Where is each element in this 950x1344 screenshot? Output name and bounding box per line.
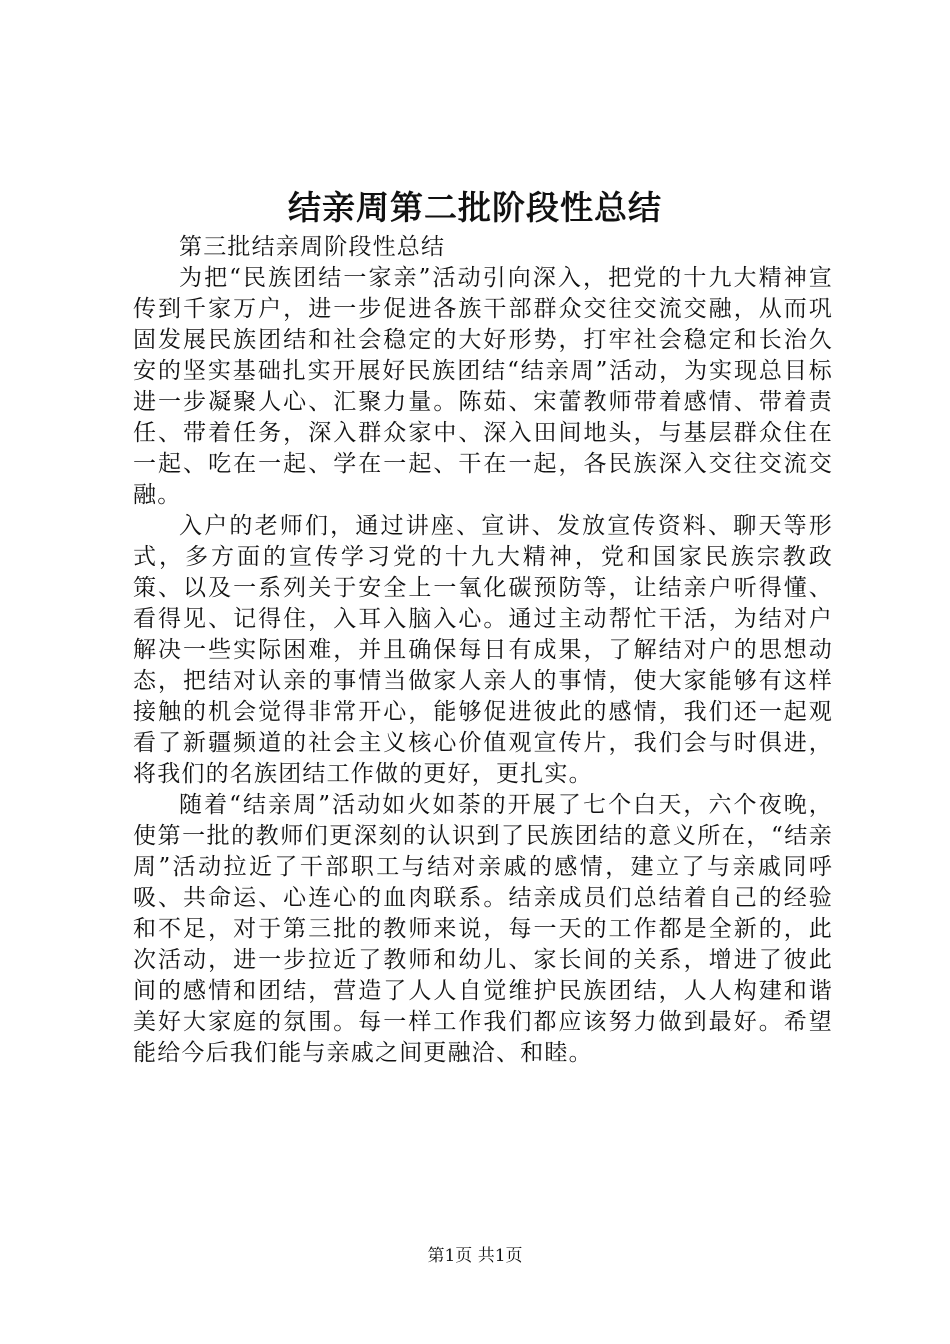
document-subtitle: 第三批结亲周阶段性总结 <box>179 234 446 260</box>
paragraph-2: 入户的老师们，通过讲座、宣讲、发放宣传资料、聊天等形式，多方面的宣传学习党的十九大精神，党和国家民族宗教政策、以及一系列关于安全上一氧化碳预防等，让结亲户听得懂、看得见、记得住，入耳入脑入心。通过主动帮忙干活，为结对户解决一些实际困难，并且确保每日有成果，了解结对户的思想动态，把结对认亲的事情当做家人亲人的事情，使大家能够有这样接触的机会觉得非常开心，能够促进彼此的感情，我们还一起观看了新疆频道的社会主义核心价值观宣传片，我们会与时俱进，将我们的名族团结工作做的更好，更扎实。 <box>133 513 833 787</box>
page-number-footer: 第1页 共1页 <box>427 1246 523 1266</box>
document-title: 结亲周第二批阶段性总结 <box>288 188 662 227</box>
paragraph-1: 为把“民族团结一家亲”活动引向深入，把党的十九大精神宣传到千家万户，进一步促进各族干部群众交往交流交融，从而巩固发展民族团结和社会稳定的大好形势，打牢社会稳定和长治久安的坚实基础扎实开展好民族团结“结亲周”活动，为实现总目标进一步凝聚人心、汇聚力量。陈茹、宋蕾教师带着感情、带着责任、带着任务，深入群众家中、深入田间地头，与基层群众住在一起、吃在一起、学在一起、干在一起，各民族深入交往交流交融。 <box>133 265 833 508</box>
paragraph-3: 随着“结亲周”活动如火如荼的开展了七个白天，六个夜晚，使第一批的教师们更深刻的认识到了民族团结的意义所在，“结亲周”活动拉近了干部职工与结对亲戚的感情，建立了与亲戚同呼吸、共命运、心连心的血肉联系。结亲成员们总结着自己的经验和不足，对于第三批的教师来说，每一天的工作都是全新的，此次活动，进一步拉近了教师和幼儿、家长间的关系，增进了彼此间的感情和团结，营造了人人自觉维护民族团结，人人构建和谐美好大家庭的氛围。每一样工作我们都应该努力做到最好。希望能给今后我们能与亲戚之间更融洽、和睦。 <box>133 792 833 1066</box>
document-body <box>133 232 833 1069</box>
